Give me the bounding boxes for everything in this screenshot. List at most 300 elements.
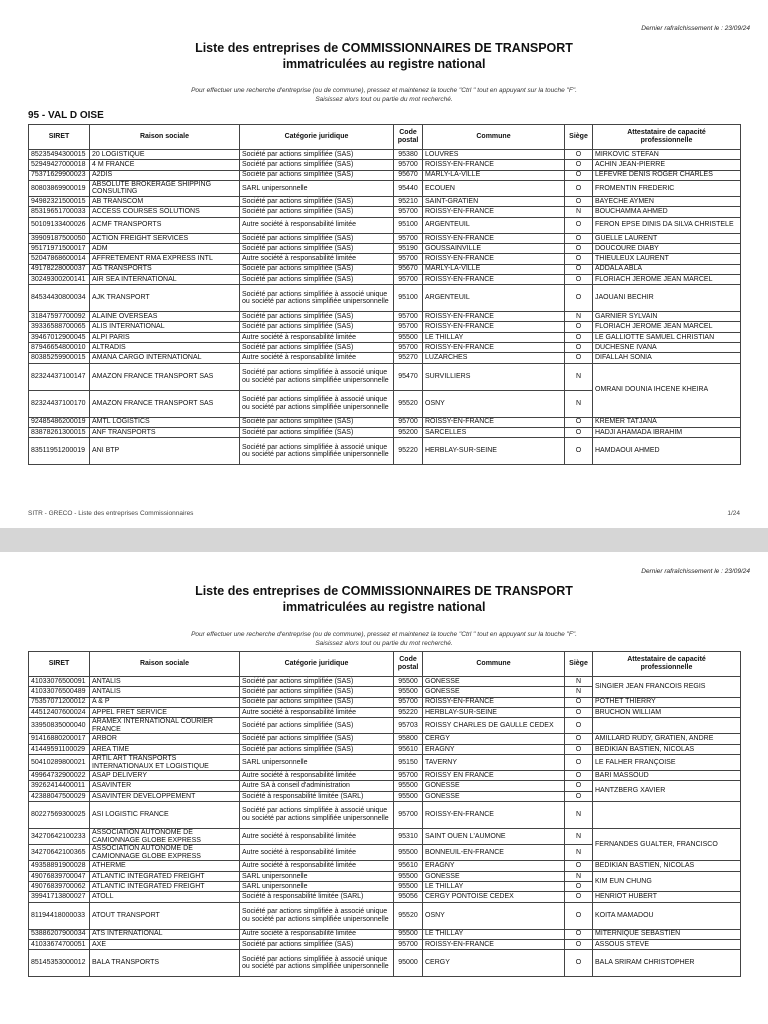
table-row <box>29 254 741 264</box>
cell-siege: N <box>565 363 593 390</box>
cell-code-postal: 95100 <box>394 285 423 312</box>
cell-siret: 81194418000033 <box>29 902 90 929</box>
cell-siret: 34270642100365 <box>29 845 90 861</box>
cell-commune: SARCELLES <box>423 427 565 437</box>
cell-commune: GONESSE <box>423 791 565 801</box>
cell-commune: ROISSY-EN-FRANCE <box>423 802 565 829</box>
cell-raison-sociale: ACCESS COURSES SOLUTIONS <box>90 207 240 217</box>
table-row <box>29 427 741 437</box>
cell-raison-sociale: 20 LOGISTIQUE <box>90 150 240 160</box>
cell-code-postal: 95380 <box>394 150 423 160</box>
cell-siret: 30249300200141 <box>29 274 90 284</box>
cell-commune: ROISSY-EN-FRANCE <box>423 343 565 353</box>
table-row <box>29 929 741 939</box>
table-row <box>29 718 741 734</box>
cell-siret: 41033674700051 <box>29 939 90 949</box>
cell-categorie: Société par actions simplifiée à associé unique ou société par actions simplifiée unipersonnelle <box>240 438 394 465</box>
cell-siege: O <box>565 744 593 754</box>
cell-code-postal: 95270 <box>394 353 423 363</box>
cell-commune: GOUSSAINVILLE <box>423 243 565 253</box>
cell-commune: LUZARCHES <box>423 353 565 363</box>
cell-siret: 75371629900023 <box>29 170 90 180</box>
cell-siege: O <box>565 243 593 253</box>
cell-code-postal: 95700 <box>394 802 423 829</box>
cell-commune: ERAGNY <box>423 744 565 754</box>
cell-attestataire: ADDALA ABLA <box>593 264 741 274</box>
cell-raison-sociale: A & P <box>90 697 240 707</box>
table-header-row <box>29 652 741 677</box>
cell-raison-sociale: ASSOCIATION AUTONOME DE CAMIONNAGE GLOBE EXPRESS <box>90 829 240 845</box>
cell-siret: 52949427000018 <box>29 160 90 170</box>
cell-code-postal: 95500 <box>394 791 423 801</box>
page-footer <box>28 510 740 517</box>
table-row <box>29 343 741 353</box>
footer-source: SITR - GRECO - Liste des entreprises Commissionnaires <box>28 510 194 517</box>
cell-attestataire: LEFEVRE DENIS ROGER CHARLES <box>593 170 741 180</box>
cell-attestataire: MIRKOVIC STEFAN <box>593 150 741 160</box>
document-title <box>0 40 768 72</box>
cell-categorie: Société par actions simplifiée à associé unique ou société par actions simplifiée unipersonnelle <box>240 363 394 390</box>
cell-commune: LE THILLAY <box>423 332 565 342</box>
table-row <box>29 243 741 253</box>
cell-attestataire: BARI MASSOUD <box>593 771 741 781</box>
table-row <box>29 902 741 929</box>
cell-siret: 53886207900034 <box>29 929 90 939</box>
header-siege: Siège <box>565 652 593 677</box>
cell-siret: 85319651700033 <box>29 207 90 217</box>
title-line-1: Liste des entreprises de COMMISSIONNAIRES DE TRANSPORT <box>195 41 573 55</box>
cell-categorie: Société par actions simplifiée (SAS) <box>240 687 394 697</box>
cell-siege: O <box>565 734 593 744</box>
cell-siret: 39467012900045 <box>29 332 90 342</box>
cell-categorie: Autre société à responsabilité limitée <box>240 353 394 363</box>
cell-attestataire: FROMENTIN FREDERIC <box>593 180 741 196</box>
cell-code-postal: 95500 <box>394 929 423 939</box>
table-body-page-2 <box>29 677 741 977</box>
cell-raison-sociale: AMANA CARGO INTERNATIONAL <box>90 353 240 363</box>
cell-siret: 42388047500029 <box>29 791 90 801</box>
cell-commune: GONESSE <box>423 781 565 791</box>
cell-code-postal: 95500 <box>394 845 423 861</box>
table-row <box>29 233 741 243</box>
cell-raison-sociale: ASSOCIATION AUTONOME DE CAMIONNAGE GLOBE EXPRESS <box>90 845 240 861</box>
cell-raison-sociale: ALIS INTERNATIONAL <box>90 322 240 332</box>
cell-siege: O <box>565 902 593 929</box>
document-title <box>0 583 768 615</box>
cell-commune: LE THILLAY <box>423 929 565 939</box>
cell-categorie: Société par actions simplifiée (SAS) <box>240 427 394 437</box>
cell-siege: O <box>565 892 593 902</box>
cell-raison-sociale: AREA TIME <box>90 744 240 754</box>
cell-categorie: Société par actions simplifiée à associé unique ou société par actions simplifiée unipersonnelle <box>240 802 394 829</box>
cell-raison-sociale: BALA TRANSPORTS <box>90 950 240 977</box>
cell-siege: O <box>565 781 593 791</box>
cell-code-postal: 95520 <box>394 902 423 929</box>
note-line-1: Pour effectuer une recherche d'entreprise (ou de commune), pressez et maintenez la touche "Ctrl " tout en appuyant sur la touche "F". <box>191 87 577 94</box>
table-row <box>29 950 741 977</box>
cell-attestataire: BALA SRIRAM CHRISTOPHER <box>593 950 741 977</box>
cell-commune: ROISSY-EN-FRANCE <box>423 939 565 949</box>
table-row <box>29 771 741 781</box>
cell-attestataire: GUELLE LAURENT <box>593 233 741 243</box>
cell-code-postal: 95000 <box>394 950 423 977</box>
cell-siret: 34270642100233 <box>29 829 90 845</box>
cell-siege: N <box>565 802 593 829</box>
cell-categorie: Autre société à responsabilité limitée <box>240 771 394 781</box>
cell-siret: 39941713800027 <box>29 892 90 902</box>
cell-categorie: Société par actions simplifiée (SAS) <box>240 734 394 744</box>
cell-code-postal: 95470 <box>394 363 423 390</box>
table-row <box>29 892 741 902</box>
cell-code-postal: 95700 <box>394 233 423 243</box>
cell-code-postal: 95150 <box>394 754 423 770</box>
cell-siege: O <box>565 197 593 207</box>
cell-categorie: Société par actions simplifiée (SAS) <box>240 697 394 707</box>
cell-siret: 39909187500050 <box>29 233 90 243</box>
cell-raison-sociale: ATLANTIC INTEGRATED FREIGHT <box>90 871 240 881</box>
table-row <box>29 264 741 274</box>
title-line-1: Liste des entreprises de COMMISSIONNAIRES DE TRANSPORT <box>195 584 573 598</box>
cell-commune: HERBLAY-SUR-SEINE <box>423 707 565 717</box>
cell-commune: CERGY PONTOISE CEDEX <box>423 892 565 902</box>
cell-code-postal: 95610 <box>394 744 423 754</box>
cell-categorie: Société par actions simplifiée (SAS) <box>240 417 394 427</box>
cell-categorie: Société par actions simplifiée (SAS) <box>240 150 394 160</box>
cell-siret: 41033076500091 <box>29 677 90 687</box>
footer-page-number: 1/24 <box>727 510 740 517</box>
cell-attestataire: HANTZBERG XAVIER <box>593 781 741 802</box>
cell-siege: O <box>565 160 593 170</box>
cell-categorie: Autre société à responsabilité limitée <box>240 707 394 717</box>
header-raison-sociale: Raison sociale <box>90 652 240 677</box>
cell-attestataire: HADJI AHAMADA IBRAHIM <box>593 427 741 437</box>
cell-siret: 91416880200017 <box>29 734 90 744</box>
cell-attestataire: BOUCHAMMA AHMED <box>593 207 741 217</box>
cell-commune: ROISSY-EN-FRANCE <box>423 233 565 243</box>
cell-code-postal: 95670 <box>394 170 423 180</box>
cell-code-postal: 95100 <box>394 217 423 233</box>
cell-code-postal: 95700 <box>394 697 423 707</box>
cell-attestataire: DUCHESNE IVANA <box>593 343 741 353</box>
cell-code-postal: 95700 <box>394 343 423 353</box>
cell-categorie: Société par actions simplifiée (SAS) <box>240 160 394 170</box>
cell-siret: 49358891900028 <box>29 861 90 871</box>
cell-raison-sociale: A2DIS <box>90 170 240 180</box>
cell-siret: 95171971500017 <box>29 243 90 253</box>
cell-raison-sociale: APPEL FRET SERVICE <box>90 707 240 717</box>
cell-siret: 49076839700062 <box>29 882 90 892</box>
cell-siret: 92485486200019 <box>29 417 90 427</box>
cell-raison-sociale: ABSOLUTE BROKERAGE SHIPPING CONSULTING <box>90 180 240 196</box>
header-raison-sociale: Raison sociale <box>90 125 240 150</box>
header-att-line-1: Attestataire de capacité <box>627 656 706 664</box>
table-row <box>29 707 741 717</box>
title-line-2: immatriculées au registre national <box>282 600 486 614</box>
cell-commune: HERBLAY-SUR-SEINE <box>423 438 565 465</box>
header-categorie: Catégorie juridique <box>240 652 394 677</box>
table-row <box>29 197 741 207</box>
cell-attestataire: SINGIER JEAN FRANCOIS REGIS <box>593 677 741 698</box>
cell-categorie: Société par actions simplifiée (SAS) <box>240 343 394 353</box>
cell-siret: 82324437100170 <box>29 390 90 417</box>
cell-siege: O <box>565 332 593 342</box>
cell-code-postal: 95220 <box>394 707 423 717</box>
header-categorie: Catégorie juridique <box>240 125 394 150</box>
cell-siret: 49076839700047 <box>29 871 90 881</box>
cell-attestataire: POTHET THIERRY <box>593 697 741 707</box>
cell-attestataire: FLORIACH JEROME JEAN MARCEL <box>593 322 741 332</box>
cell-siege: O <box>565 170 593 180</box>
table-row <box>29 438 741 465</box>
cell-categorie: Société par actions simplifiée (SAS) <box>240 264 394 274</box>
cell-raison-sociale: ARTIL ART TRANSPORTS INTERNATIONAUX ET LOGISTIQUE <box>90 754 240 770</box>
cell-commune: CERGY <box>423 734 565 744</box>
header-code-line-1: Code <box>399 129 417 137</box>
cell-raison-sociale: ASAP DELIVERY <box>90 771 240 781</box>
cell-attestataire: ASSOUS STEVE <box>593 939 741 949</box>
cell-attestataire: LE FALHER FRANÇOISE <box>593 754 741 770</box>
cell-commune: ROISSY-EN-FRANCE <box>423 417 565 427</box>
cell-code-postal: 95500 <box>394 871 423 881</box>
cell-raison-sociale: ARBOR <box>90 734 240 744</box>
cell-siege: O <box>565 264 593 274</box>
cell-attestataire: BRUCHON WILLIAM <box>593 707 741 717</box>
cell-raison-sociale: ASI LOGISTIC FRANCE <box>90 802 240 829</box>
note-line-2: Saisissez alors tout ou partie du mot recherché. <box>315 96 453 103</box>
cell-code-postal: 95700 <box>394 160 423 170</box>
cell-categorie: Autre SA à conseil d'administration <box>240 781 394 791</box>
cell-code-postal: 95220 <box>394 438 423 465</box>
cell-siret: 50109133400026 <box>29 217 90 233</box>
table-row <box>29 363 741 390</box>
companies-table <box>28 651 741 977</box>
cell-siege: N <box>565 845 593 861</box>
cell-siege: O <box>565 939 593 949</box>
cell-raison-sociale: ALAINE OVERSEAS <box>90 312 240 322</box>
cell-siege: O <box>565 180 593 196</box>
header-attestataire <box>593 125 741 150</box>
cell-siege: O <box>565 217 593 233</box>
table-header-row <box>29 125 741 150</box>
cell-siret: 87946654800010 <box>29 343 90 353</box>
cell-categorie: Société par actions simplifiée (SAS) <box>240 939 394 949</box>
refresh-date: Dernier rafraîchissement le : 23/09/24 <box>641 25 750 32</box>
header-att-line-2: professionnelle <box>640 137 693 144</box>
note-line-2: Saisissez alors tout ou partie du mot recherché. <box>315 640 453 647</box>
cell-categorie: Société par actions simplifiée (SAS) <box>240 170 394 180</box>
cell-siret: 94982321500015 <box>29 197 90 207</box>
table-row <box>29 734 741 744</box>
cell-raison-sociale: ASAVINTER <box>90 781 240 791</box>
cell-raison-sociale: AMTL LOGISTICS <box>90 417 240 427</box>
cell-code-postal: 95210 <box>394 197 423 207</box>
cell-raison-sociale: ARAMEX INTERNATIONAL COURIER FRANCE <box>90 718 240 734</box>
cell-raison-sociale: AB TRANSCOM <box>90 197 240 207</box>
cell-code-postal: 95703 <box>394 718 423 734</box>
cell-attestataire: BAYECHE AYMEN <box>593 197 741 207</box>
cell-siret: 80385259900015 <box>29 353 90 363</box>
cell-categorie: Société par actions simplifiée à associé unique ou société par actions simplifiée unipersonnelle <box>240 285 394 312</box>
cell-attestataire: MITERNIQUE SEBASTIEN <box>593 929 741 939</box>
cell-commune: GONESSE <box>423 687 565 697</box>
title-line-2: immatriculées au registre national <box>282 57 486 71</box>
cell-code-postal: 95190 <box>394 243 423 253</box>
cell-raison-sociale: AMAZON FRANCE TRANSPORT SAS <box>90 390 240 417</box>
header-attestataire <box>593 652 741 677</box>
cell-commune: GONESSE <box>423 677 565 687</box>
cell-attestataire: ACHIN JEAN-PIERRE <box>593 160 741 170</box>
cell-categorie: Société à responsabilité limitée (SARL) <box>240 892 394 902</box>
cell-categorie: Autre société à responsabilité limitée <box>240 845 394 861</box>
cell-attestataire: HAMDAOUI AHMED <box>593 438 741 465</box>
cell-raison-sociale: 4 M FRANCE <box>90 160 240 170</box>
table-row <box>29 829 741 845</box>
cell-code-postal: 95700 <box>394 274 423 284</box>
table-row <box>29 417 741 427</box>
header-code-postal <box>394 652 423 677</box>
cell-code-postal: 95700 <box>394 322 423 332</box>
table-row <box>29 170 741 180</box>
cell-siege: O <box>565 417 593 427</box>
table-row <box>29 781 741 791</box>
cell-categorie: Société par actions simplifiée (SAS) <box>240 322 394 332</box>
cell-commune: OSNY <box>423 390 565 417</box>
cell-raison-sociale: AIR SEA INTERNATIONAL <box>90 274 240 284</box>
cell-categorie: Autre société à responsabilité limitée <box>240 929 394 939</box>
cell-siret: 49178228000037 <box>29 264 90 274</box>
cell-siret: 52047868600014 <box>29 254 90 264</box>
cell-code-postal: 95056 <box>394 892 423 902</box>
cell-siege: O <box>565 718 593 734</box>
table-body-page-1 <box>29 150 741 465</box>
cell-categorie: SARL unipersonnelle <box>240 180 394 196</box>
header-att-line-1: Attestataire de capacité <box>627 129 706 137</box>
cell-categorie: Autre société à responsabilité limitée <box>240 829 394 845</box>
cell-commune: LE THILLAY <box>423 882 565 892</box>
cell-raison-sociale: ALTRADIS <box>90 343 240 353</box>
search-instructions <box>0 630 768 648</box>
cell-raison-sociale: ADM <box>90 243 240 253</box>
cell-categorie: Société par actions simplifiée (SAS) <box>240 207 394 217</box>
cell-commune: SURVILLIERS <box>423 363 565 390</box>
cell-siret: 85145353000012 <box>29 950 90 977</box>
cell-attestataire: AMILLARD RUDY, GRATIEN, ANDRE <box>593 734 741 744</box>
cell-commune: SAINT-GRATIEN <box>423 197 565 207</box>
table-row <box>29 322 741 332</box>
cell-siret: 80227569300025 <box>29 802 90 829</box>
cell-attestataire: JAOUANI BECHIR <box>593 285 741 312</box>
cell-attestataire: DIFALLAH SONIA <box>593 353 741 363</box>
department-heading: 95 - VAL D OISE <box>28 110 104 121</box>
table-row <box>29 353 741 363</box>
cell-siege: O <box>565 285 593 312</box>
cell-code-postal: 95520 <box>394 390 423 417</box>
cell-categorie: Société par actions simplifiée (SAS) <box>240 197 394 207</box>
cell-commune: ROISSY-EN-FRANCE <box>423 322 565 332</box>
cell-code-postal: 95700 <box>394 207 423 217</box>
table-row <box>29 285 741 312</box>
table-row <box>29 207 741 217</box>
table-row <box>29 861 741 871</box>
header-siret: SIRET <box>29 652 90 677</box>
cell-siret: 50410289800021 <box>29 754 90 770</box>
cell-siret: 41449591100029 <box>29 744 90 754</box>
cell-commune: ROISSY-EN-FRANCE <box>423 697 565 707</box>
cell-commune: ROISSY-EN-FRANCE <box>423 312 565 322</box>
cell-siege: O <box>565 771 593 781</box>
cell-categorie: Société par actions simplifiée (SAS) <box>240 274 394 284</box>
cell-raison-sociale: ANI BTP <box>90 438 240 465</box>
header-siege: Siège <box>565 125 593 150</box>
cell-commune: CERGY <box>423 950 565 977</box>
cell-code-postal: 95500 <box>394 332 423 342</box>
cell-siege: N <box>565 871 593 881</box>
cell-raison-sociale: ANTALIS <box>90 687 240 697</box>
cell-attestataire: LE GALLIOTTE SAMUEL CHRISTIAN <box>593 332 741 342</box>
cell-siret: 31847597700092 <box>29 312 90 322</box>
cell-raison-sociale: AXE <box>90 939 240 949</box>
cell-code-postal: 95700 <box>394 254 423 264</box>
header-code-postal <box>394 125 423 150</box>
cell-raison-sociale: ACMF TRANSPORTS <box>90 217 240 233</box>
cell-siege: N <box>565 312 593 322</box>
cell-categorie: Société par actions simplifiée (SAS) <box>240 233 394 243</box>
cell-commune: GONESSE <box>423 871 565 881</box>
cell-siret: 82324437100147 <box>29 363 90 390</box>
cell-categorie: Autre société à responsabilité limitée <box>240 332 394 342</box>
cell-attestataire: DOUCOURE DIABY <box>593 243 741 253</box>
cell-siret: 39262414400011 <box>29 781 90 791</box>
cell-raison-sociale: ASAVINTER DEVELOPPEMENT <box>90 791 240 801</box>
cell-commune: ROISSY EN FRANCE <box>423 771 565 781</box>
cell-raison-sociale: ALPI PARIS <box>90 332 240 342</box>
cell-commune: MARLY-LA-VILLE <box>423 170 565 180</box>
cell-commune: ECOUEN <box>423 180 565 196</box>
cell-siege: N <box>565 677 593 687</box>
document-page-2 <box>0 552 768 1024</box>
cell-siret: 85235494300015 <box>29 150 90 160</box>
cell-siege: O <box>565 254 593 264</box>
cell-siege: N <box>565 687 593 697</box>
cell-attestataire: GARNIER SYLVAIN <box>593 312 741 322</box>
cell-attestataire: FERNANDES GUALTER, FRANCISCO <box>593 829 741 861</box>
cell-siege: O <box>565 950 593 977</box>
cell-attestataire: KIM EUN CHUNG <box>593 871 741 892</box>
cell-siege: O <box>565 791 593 801</box>
cell-siret: 83511951200019 <box>29 438 90 465</box>
table-row <box>29 802 741 829</box>
cell-raison-sociale: AG TRANSPORTS <box>90 264 240 274</box>
cell-categorie: Société par actions simplifiée (SAS) <box>240 677 394 687</box>
cell-commune: ARGENTEUIL <box>423 217 565 233</box>
cell-siege: O <box>565 322 593 332</box>
cell-commune: ROISSY CHARLES DE GAULLE CEDEX <box>423 718 565 734</box>
cell-siege: O <box>565 707 593 717</box>
cell-siege: O <box>565 438 593 465</box>
table-row <box>29 744 741 754</box>
cell-raison-sociale: AMAZON FRANCE TRANSPORT SAS <box>90 363 240 390</box>
cell-categorie: Société par actions simplifiée à associé unique ou société par actions simplifiée unipersonnelle <box>240 390 394 417</box>
cell-siret: 49964732900022 <box>29 771 90 781</box>
cell-siret: 84534430800034 <box>29 285 90 312</box>
table-row <box>29 312 741 322</box>
companies-table <box>28 124 741 465</box>
header-siret: SIRET <box>29 125 90 150</box>
cell-raison-sociale: ATLANTIC INTEGRATED FREIGHT <box>90 882 240 892</box>
cell-siege: O <box>565 929 593 939</box>
cell-attestataire: KREMER TATJANA <box>593 417 741 427</box>
cell-code-postal: 95500 <box>394 687 423 697</box>
